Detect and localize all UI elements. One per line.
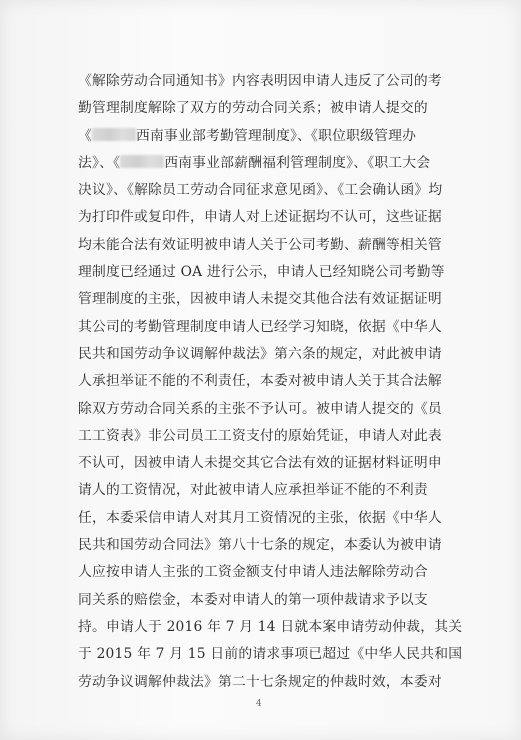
text-line: 人应按申请人主张的工资金额支付申请人违法解除劳动合 (78, 564, 428, 581)
text-line: 其公司的考勤管理制度申请人已经学习知晓，依据《中华人 (78, 318, 442, 335)
text-line (78, 150, 466, 177)
text-line: 除双方劳动合同关系的主张不予认可。被申请人提交的《员 (78, 400, 442, 417)
text-line: 为打印件或复印件，申请人对上述证据均不认可，这些证据 (78, 209, 442, 226)
text-fragment: 西南事业部考勤管理制度》、《职位职级管理办 (136, 127, 417, 144)
text-line: 理制度已经通过 OA 进行公示，申请人已经知晓公司考勤等 (78, 264, 445, 281)
text-fragment: 《 (78, 127, 92, 144)
text-line: 于 2015 年 7 月 15 日前的请求事项已超过《中华人民共和国 (78, 646, 463, 663)
text-line: 不认可，因被申请人未提交其它合法有效的证据材料证明申 (78, 455, 442, 472)
text-fragment: 法》、《 (78, 154, 121, 171)
text-line: 持。申请人于 2016 年 7 月 14 日就本案申请劳动仲裁，其关 (78, 618, 463, 635)
text-line: 民共和国劳动争议调解仲裁法》第六条的规定，对此被申请 (78, 345, 442, 362)
document-body (78, 68, 466, 696)
text-line: 《解除劳动合同通知书》内容表明因申请人违反了公司的考 (78, 73, 442, 89)
text-line: 工工资表》非公司员工工资支付的原始凭证，申请人对此表 (78, 427, 442, 444)
redacted-text (120, 155, 164, 168)
text-line: 劳动争议调解仲裁法》第二十七条规定的仲裁时效，本委对 (78, 673, 442, 690)
text-fragment: 西南事业部薪酬福利管理制度》、《职工大会 (164, 154, 431, 171)
text-line: 请人的工资情况，对此被申请人应承担举证不能的不利责 (78, 482, 428, 499)
text-line (78, 123, 466, 150)
text-line: 勤管理制度解除了双方的劳动合同关系；被申请人提交的 (78, 100, 428, 117)
page-number: 4 (256, 699, 262, 709)
text-line: 民共和国劳动合同法》第八十七条的规定，本委认为被申请 (78, 537, 442, 554)
text-line: 管理制度的主张，因被申请人未提交其他合法有效证据证明 (78, 291, 442, 308)
text-line: 均未能合法有效证明被申请人关于公司考勤、薪酬等相关管 (78, 236, 442, 253)
text-line: 人承担举证不能的不利责任，本委对被申请人关于其合法解 (78, 373, 442, 390)
text-line: 同关系的赔偿金，本委对申请人的第一项仲裁请求予以支 (78, 591, 428, 608)
text-line: 决议》、《解除员工劳动合同征求意见函》、《工会确认函》均 (78, 182, 443, 199)
text-line: 任，本委采信申请人对其月工资情况的主张，依据《中华人 (78, 509, 442, 526)
redacted-text (92, 128, 136, 141)
